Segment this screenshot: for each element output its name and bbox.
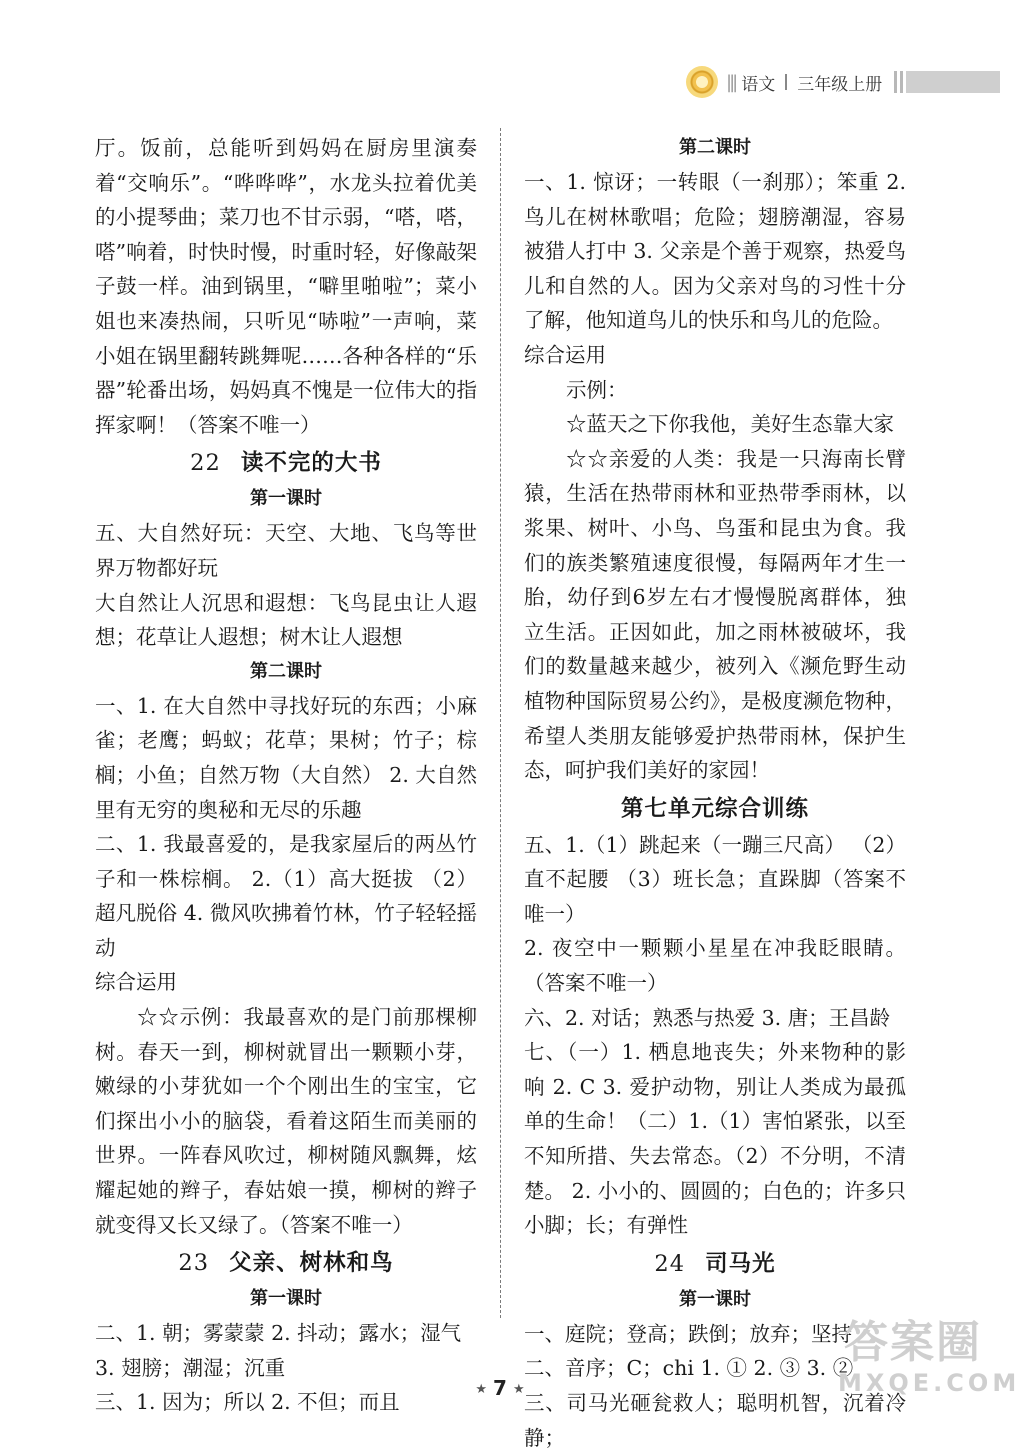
answer-line: 七、（一）1. 栖息地丧失；外来物种的影响 2. C 3. 爱护动物，别让人类成为最孤单的生命！（二）1.（1）害怕紧张，以至不知所措、失去常态。（2）不分明，不清楚。 2. 小小的、圆圆的；白色的；许多只小脚；长；有弹性 <box>524 1040 906 1238</box>
answer-line: 五、1.（1）跳起来（一蹦三尺高） （2）直不起腰 （3）班长急；直跺脚（答案不唯一） <box>524 832 906 926</box>
answer-line: 三、司马光砸瓮救人；聪明机智，沉着冷静； <box>524 1391 906 1450</box>
unit-7-heading: 第七单元综合训练 <box>620 795 809 822</box>
lesson-22-title: 读不完的大书 <box>240 450 382 477</box>
lesson-23-title: 父亲、树林和鸟 <box>229 1250 394 1277</box>
answer-line: 六、2. 对话；熟悉与热爱 3. 唐；王昌龄 <box>524 1005 891 1030</box>
answer-line: 一、1. 惊讶；一转眼（一刹那）；笨重 2. 鸟儿在树林歌唱；危险；翅膀潮湿，容易被猎人打中 3. 父亲是个善于观察，热爱鸟儿和自然的人。因为父亲对鸟的习性十分了解，他知道鸟儿的快乐和鸟儿的危险。 <box>524 170 906 333</box>
lesson-23-period-2: 第二课时 <box>679 137 751 158</box>
answer-line: 一、1. 在大自然中寻找好玩的东西；小麻雀；老鹰；蚂蚁；花草；果树；竹子；棕榈；小鱼；自然万物（大自然） 2. 大自然里有无穷的奥秘和无尽的乐趣 <box>95 693 477 822</box>
lesson-23-period-1: 第一课时 <box>250 1288 322 1310</box>
lesson-22-period-1: 第一课时 <box>250 488 322 510</box>
header-decor-bar <box>894 71 1000 93</box>
lesson-22-number: 22 <box>190 450 221 477</box>
answer-line: 综合运用 <box>524 342 606 367</box>
example-star-1: ☆蓝天之下你我他，美好生态靠大家 <box>566 412 895 437</box>
header-grade: 三年级上册 <box>797 74 883 95</box>
header-divider <box>785 74 787 90</box>
right-column <box>524 131 906 1455</box>
answer-line: 一、庭院；登高；跌倒；放弃；坚持 <box>524 1321 852 1346</box>
watermark-url: MXQE.COM <box>838 1369 1020 1397</box>
lesson-24-period-1: 第一课时 <box>679 1288 751 1310</box>
lesson-24-heading <box>524 1245 906 1283</box>
left-column <box>95 131 477 1420</box>
lesson-22-period-2: 第二课时 <box>250 660 322 682</box>
star-icon: ★ <box>475 1382 488 1397</box>
lesson-22-heading <box>95 444 477 482</box>
header-bars-icon: ||| <box>726 71 736 93</box>
page-number: 7 <box>493 1376 507 1400</box>
lesson-24-title: 司马光 <box>705 1250 776 1277</box>
lesson-23-number: 23 <box>178 1250 210 1277</box>
example-star-2: ☆☆亲爱的人类：我是一只海南长臂猿，生活在热带雨林和亚热带季雨林，以浆果、树叶、小鸟、鸟蛋和昆虫为食。我们的族类繁殖速度很慢，每隔两年才生一胎，幼仔到6岁左右才慢慢脱离群体，独立生活。正因如此，加之雨林被破坏，我们的数量越来越少，被列入《濒危野生动植物种国际贸易公约》，是极度濒危物种，希望人类朋友能够爱护热带雨林，保护生态，呵护我们美好的家园！ <box>524 446 906 783</box>
answer-line: 二、音序；C；chi 1. ① 2. ③ 3. ② <box>524 1356 854 1381</box>
page-header <box>686 58 1000 106</box>
answer-line: 3. 翅膀；潮湿；沉重 <box>95 1355 286 1380</box>
watermark <box>838 1317 1020 1417</box>
answer-line: 二、1. 我最喜爱的，是我家屋后的两丛竹子和一株棕榈。 2.（1）高大挺拔 （2）超凡脱俗 4. 微风吹拂着竹林，竹子轻轻摇动 <box>95 832 477 960</box>
answer-line: 2. 夜空中一颗颗小星星在冲我眨眼睛。（答案不唯一） <box>524 936 906 996</box>
lesson-24-number: 24 <box>654 1250 686 1277</box>
star-icon: ★ <box>512 1382 525 1397</box>
answer-line: 五、大自然好玩：天空、大地、飞鸟等世界万物都好玩 <box>95 521 477 580</box>
example-paragraph: ☆☆示例：我最喜欢的是门前那棵柳树。春天一到，柳树就冒出一颗颗小芽，嫩绿的小芽犹如一个个刚出生的宝宝，它们探出小小的脑袋，看着这陌生而美丽的世界。一阵春风吹过，柳树随风飘舞，炫耀起她的辫子，春姑娘一摸，柳树的辫子就变得又长又绿了。（答案不唯一） <box>95 1005 477 1237</box>
watermark-logo-text: 答案圈 <box>844 1317 982 1368</box>
intro-paragraph: 厅。饭前，总能听到妈妈在厨房里演奏着“交响乐”。“哗哗哗”，水龙头拉着优美的小提琴曲；菜刀也不甘示弱，“嗒，嗒，嗒”响着，时快时慢，时重时轻，好像敲架子鼓一样。油到锅里，“噼里啪啦”；菜小姐也来凑热闹，只听见“哧啦”一声响，菜小姐在锅里翻转跳舞呢……各种各样的“乐器”轮番出场，妈妈真不愧是一位伟大的指挥家啊！（答案不唯一） <box>95 136 477 437</box>
sun-logo-icon <box>686 66 718 98</box>
header-subject: 语文 <box>741 74 776 95</box>
answer-line: 二、1. 朝；雾蒙蒙 2. 抖动；露水；湿气 <box>95 1321 462 1346</box>
answer-line: 三、1. 因为；所以 2. 不但；而且 <box>95 1390 400 1415</box>
example-label: 示例： <box>566 377 628 402</box>
answer-line: 大自然让人沉思和遐想：飞鸟昆虫让人遐想；花草让人遐想；树木让人遐想 <box>95 590 477 650</box>
column-divider <box>500 128 501 1318</box>
lesson-23-heading <box>95 1244 477 1282</box>
answer-line: 综合运用 <box>95 970 177 995</box>
